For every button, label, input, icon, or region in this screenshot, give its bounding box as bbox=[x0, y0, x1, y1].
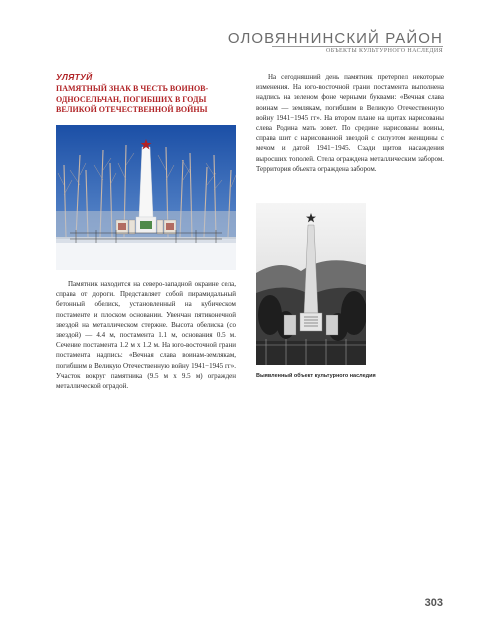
place-name: УЛЯТУЙ bbox=[56, 72, 93, 82]
winter-monument-photo bbox=[56, 125, 236, 270]
monument-title-line: ОДНОСЕЛЬЧАН, ПОГИБШИХ В ГОДЫ bbox=[56, 94, 207, 104]
header-rule bbox=[272, 46, 443, 47]
monument-title-line: ВЕЛИКОЙ ОТЕЧЕСТВЕННОЙ ВОЙНЫ bbox=[56, 105, 208, 115]
photo-caption: Выявленный объект культурного наследия bbox=[256, 373, 376, 379]
monument-title-line: ПАМЯТНЫЙ ЗНАК В ЧЕСТЬ ВОИНОВ- bbox=[56, 84, 209, 93]
monument-title bbox=[56, 84, 232, 116]
description-left: Памятник находится на северо-западной окраине села, справа от дороги. Представляет собой пирамидальный бетонный обелиск, установленный на кубическом постаменте и плоском основании. Увенчан пятиконечной звездой на металлическом стержне. Высота обелиска (со звездой) — 4.4 м, постамента 1.1 м, основания 0.5 м. Сечение постамента 1.2 м х 1.2 м. На юго-восточной грани постамента надпись: «Вечная слава воинам-землякам, погибшим в Великую Отечественную войну 1941−1945 гг». Участок вокруг памятника (9.5 м х 9.5 м) огражден металлической оградой. bbox=[56, 280, 236, 391]
archival-monument-photo bbox=[256, 203, 366, 365]
header-title: ОЛОВЯННИНСКИЙ РАЙОН bbox=[227, 30, 443, 47]
page-number: 303 bbox=[424, 597, 443, 609]
header-subtitle: ОБЪЕКТЫ КУЛЬТУРНОГО НАСЛЕДИЯ bbox=[325, 48, 443, 54]
description-right: На сегодняшний день памятник претерпел некоторые изменения. На юго-восточной грани постамента выполнена надпись на зеленом фоне черными буквами: «Вечная слава воинам — землякам, погибшим в Великую Отечественную войну 1941−1945 гг». На втором плане на щитах нарисованы слева Родина мать зовет. По средине нарисованы воины, справа шит с нарисованной звездой с силуэтом женщины с мечом и датой 1941−1945. Сзади щитов насаждения выросших тополей. Стела ограждена металлическим забором. Территория объекта ограждена забором. bbox=[256, 73, 444, 173]
